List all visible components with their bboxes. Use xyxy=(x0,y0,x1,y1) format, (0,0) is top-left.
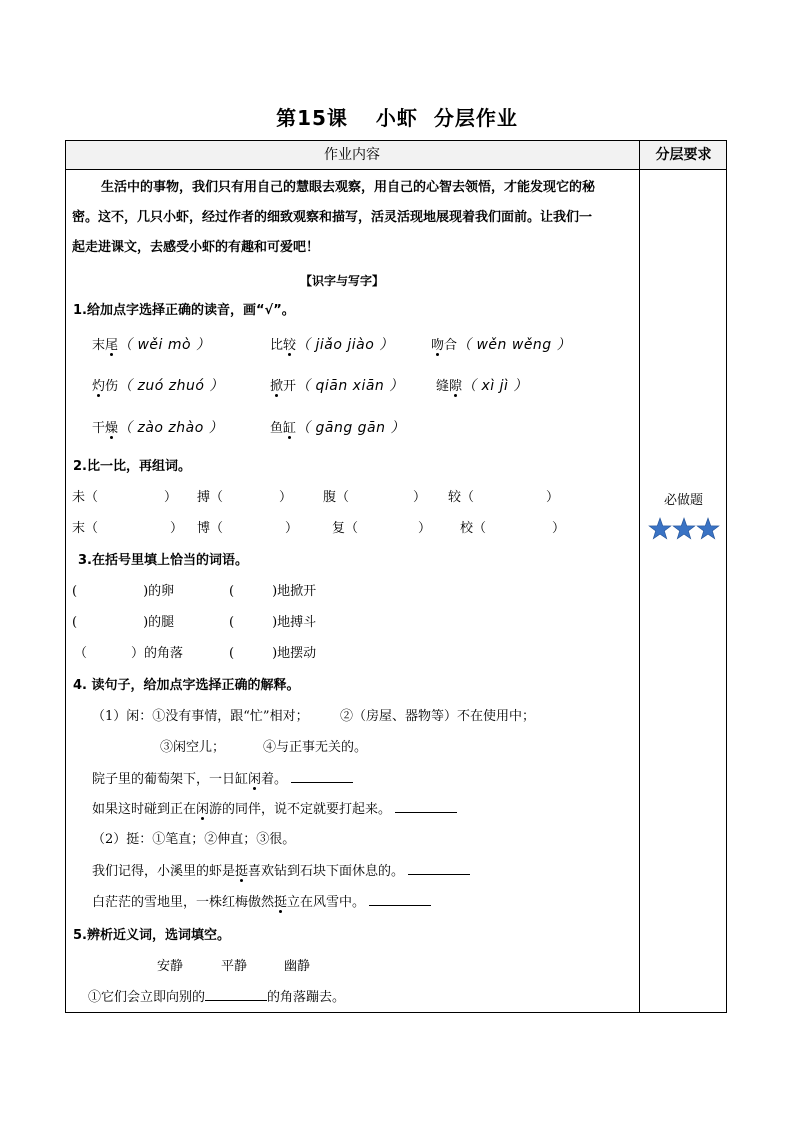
q2-cell-6: 博（ ） xyxy=(197,521,299,536)
answer-blank[interactable] xyxy=(395,800,457,813)
title-suffix: 分层作业 xyxy=(433,106,518,130)
q2-cell-3: 腹（ ） xyxy=(323,490,427,505)
q1-prompt: 1.给加点字选择正确的读音，画“√”。 xyxy=(73,303,295,318)
answer-blank[interactable] xyxy=(408,862,470,875)
q2-prompt: 2.比一比，再组词。 xyxy=(73,459,191,474)
q4-part2: （2）挺：①笔直；②伸直；③很。 xyxy=(92,832,296,847)
q1-item-2: 比较（ jiǎo jiào ） xyxy=(270,337,394,353)
q2-cell-4: 较（ ） xyxy=(448,490,560,505)
lesson-name: 小虾 xyxy=(375,106,418,130)
q5-word-1: 安静 xyxy=(157,959,184,974)
intro-line-1: 生活中的事物，我们只有用自己的慧眼去观察，用自己的心智去领悟，才能发现它的秘 xyxy=(101,180,596,195)
q2-cell-8: 校（ ） xyxy=(460,521,566,536)
q2-cell-1: 未（ ） xyxy=(72,490,178,505)
answer-blank[interactable] xyxy=(369,893,431,906)
q5-word-2: 平静 xyxy=(221,959,248,974)
header-content: 作业内容 xyxy=(324,147,380,163)
q4-part1-opt3: ③闲空儿； xyxy=(160,740,226,755)
q1-item-1: 末尾（ wěi mò ） xyxy=(92,337,211,353)
q1-item-6: 缝隙（ xì jì ） xyxy=(436,378,528,394)
q5-prompt: 5.辨析近义词，选词填空。 xyxy=(73,928,230,943)
q4-part1-opt2: ②（房屋、器物等）不在使用中； xyxy=(340,709,536,724)
intro-line-2: 密。这不，几只小虾，经过作者的细致观察和描写，活灵活现地展现着我们面前。让我们一 xyxy=(72,210,593,225)
q1-item-7: 干燥（ zào zhào ） xyxy=(92,420,224,436)
q3-line-1-left: ( )的卵 xyxy=(72,584,175,599)
answer-blank[interactable] xyxy=(205,988,267,1001)
q4-prompt: 4. 读句子，给加点字选择正确的解释。 xyxy=(73,678,300,693)
q1-item-8: 鱼缸（ gāng gān ） xyxy=(270,420,405,436)
q4-sentence-2: 如果这时碰到正在闲游的同伴，说不定就要打起来。 xyxy=(92,800,457,819)
section-title: 【识字与写字】 xyxy=(300,274,385,288)
q4-sentence-4: 白茫茫的雪地里，一株红梅傲然挺立在风雪中。 xyxy=(92,893,431,912)
worksheet-table xyxy=(65,140,727,1013)
header-level: 分层要求 xyxy=(655,147,712,163)
q2-cell-2: 搏（ ） xyxy=(197,490,293,505)
q3-line-1-right: ( )地掀开 xyxy=(229,584,317,599)
q3-line-3-right: ( )地摆动 xyxy=(229,646,317,661)
q2-cell-7: 复（ ） xyxy=(332,521,432,536)
star-icon xyxy=(673,518,695,539)
q4-part1-head: （1）闲：①没有事情，跟“忙”相对； xyxy=(92,709,309,724)
q2-cell-5: 末（ ） xyxy=(72,521,184,536)
intro-line-3: 起走进课文，去感受小虾的有趣和可爱吧！ xyxy=(72,240,320,255)
star-rating xyxy=(648,517,720,541)
star-icon xyxy=(649,518,671,539)
q4-sentence-3: 我们记得，小溪里的虾是挺喜欢钻到石块下面休息的。 xyxy=(92,862,470,881)
q5-word-3: 幽静 xyxy=(284,959,311,974)
star-icon xyxy=(697,518,719,539)
level-label: 必做题 xyxy=(663,493,703,508)
q3-prompt: 3.在括号里填上恰当的词语。 xyxy=(78,553,248,568)
lesson-number: 第15课 xyxy=(276,106,348,130)
q4-sentence-1: 院子里的葡萄架下，一日缸闲着。 xyxy=(92,770,353,789)
answer-blank[interactable] xyxy=(291,770,353,783)
column-divider xyxy=(639,140,640,1013)
q1-item-3: 吻合（ wěn wěng ） xyxy=(431,337,572,353)
q3-line-3-left: （ ）的角落 xyxy=(74,646,184,661)
q3-line-2-left: ( )的腿 xyxy=(72,615,175,630)
q1-item-4: 灼伤（ zuó zhuó ） xyxy=(92,378,224,394)
q1-item-5: 掀开（ qiān xiān ） xyxy=(270,378,404,394)
q5-sentence-1: ①它们会立即向别的 的角落蹦去。 xyxy=(88,990,346,1005)
page-title xyxy=(0,103,794,133)
q4-part1-opt4: ④与正事无关的。 xyxy=(263,740,368,755)
q3-line-2-right: ( )地搏斗 xyxy=(229,615,317,630)
